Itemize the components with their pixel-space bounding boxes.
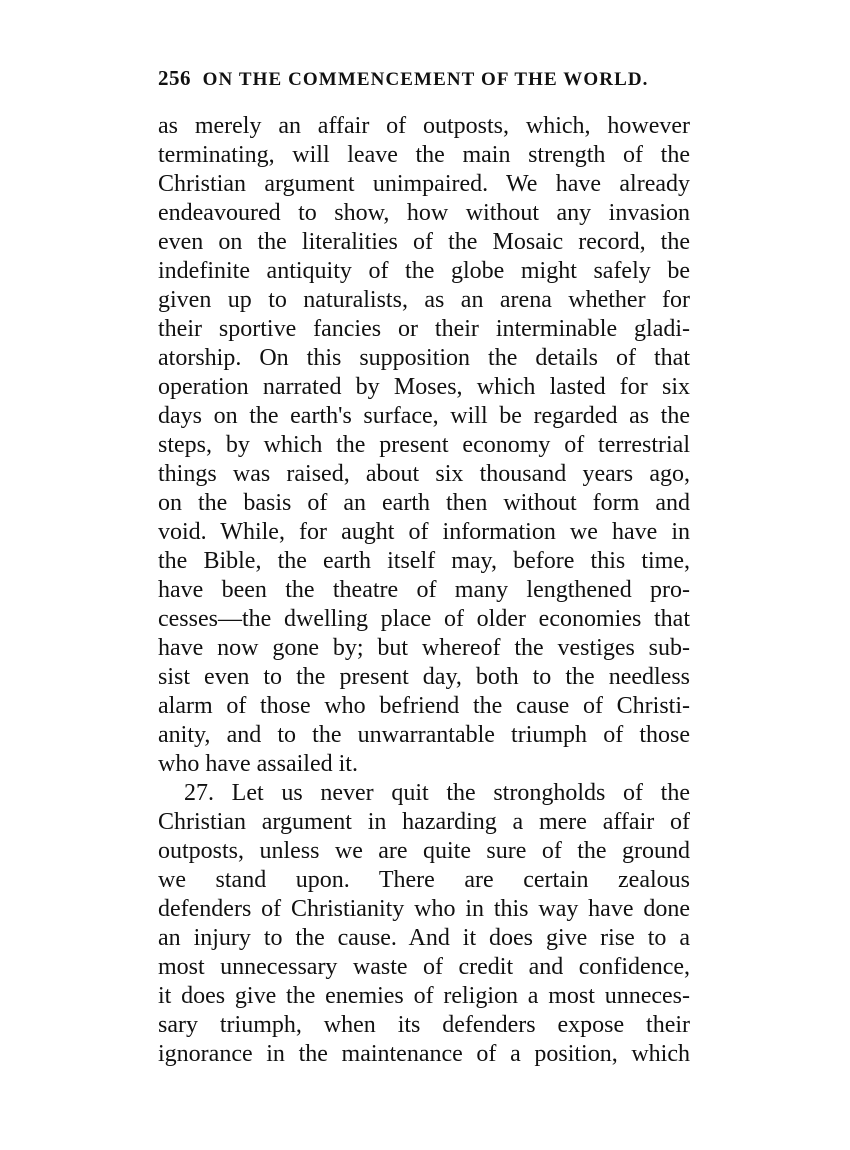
text-line: days on the earth's surface, will be regarded as the [158,403,690,429]
text-line: ignorance in the maintenance of a position, which [158,1041,690,1067]
text-line: even on the literalities of the Mosaic record, the [158,229,690,255]
text-line: we stand upon. There are certain zealous [158,867,690,893]
text-line: have now gone by; but whereof the vestiges sub- [158,635,690,661]
page-number: 256 [158,66,191,90]
text-line: an injury to the cause. And it does give rise to a [158,925,690,951]
running-head [158,66,698,92]
text-line: as merely an affair of outposts, which, however [158,113,690,139]
text-line: have been the theatre of many lengthened pro- [158,577,690,603]
text-line: cesses—the dwelling place of older economies that [158,606,690,632]
text-line: sary triumph, when its defenders expose their [158,1012,690,1038]
text-line: Christian argument in hazarding a mere affair of [158,809,690,835]
text-line: anity, and to the unwarrantable triumph of those [158,722,690,748]
text-line: given up to naturalists, as an arena whether for [158,287,690,313]
text-line: on the basis of an earth then without form and [158,490,690,516]
text-line: Christian argument unimpaired. We have already [158,171,690,197]
running-title: ON THE COMMENCEMENT OF THE WORLD. [202,69,649,90]
text-line: the Bible, the earth itself may, before this time, [158,548,690,574]
text-line: endeavoured to show, how without any invasion [158,200,690,226]
paragraph-end-line: who have assailed it. [158,751,358,777]
text-line: alarm of those who befriend the cause of Christi- [158,693,690,719]
text-line: their sportive fancies or their interminable gladi- [158,316,690,342]
text-line: atorship. On this supposition the details of that [158,345,690,371]
text-line: terminating, will leave the main strength of the [158,142,690,168]
text-line: steps, by which the present economy of terrestrial [158,432,690,458]
text-line: it does give the enemies of religion a most unneces- [158,983,690,1009]
text-line: void. While, for aught of information we have in [158,519,690,545]
text-line: most unnecessary waste of credit and confidence, [158,954,690,980]
text-line: sist even to the present day, both to the needless [158,664,690,690]
body-text [158,112,690,1069]
text-line: things was raised, about six thousand years ago, [158,461,690,487]
text-line: indefinite antiquity of the globe might safely be [158,258,690,284]
text-line: outposts, unless we are quite sure of the ground [158,838,690,864]
paragraph-start-line: 27. Let us never quit the strongholds of the [184,780,690,806]
text-line: operation narrated by Moses, which lasted for six [158,374,690,400]
text-line: defenders of Christianity who in this way have done [158,896,690,922]
